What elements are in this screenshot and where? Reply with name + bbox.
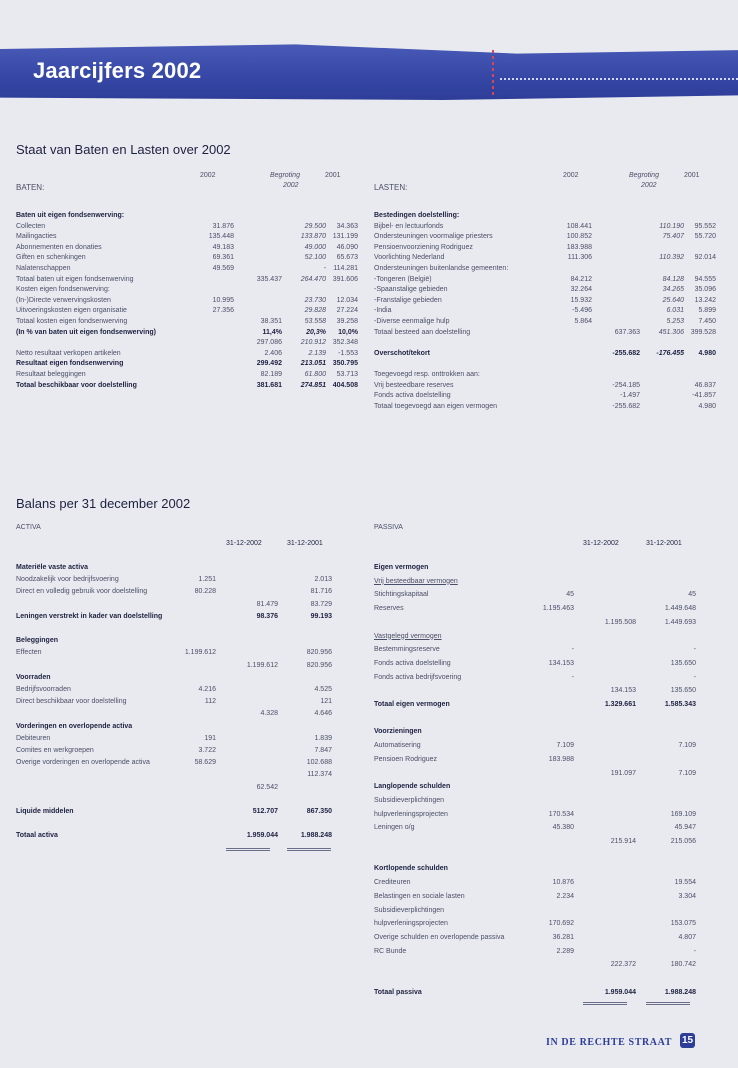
cell-c: 4.646 (314, 710, 332, 718)
cell-d: 92.014 (694, 254, 716, 262)
cell-a: 1.251 (198, 576, 216, 584)
row-label: -Diverse eenmalige hulp (374, 318, 450, 325)
cell-b: -255.682 (612, 402, 640, 410)
cell-b: 98.376 (256, 612, 278, 620)
cell-a: 2.234 (556, 892, 574, 900)
cell-b: 637.363 (614, 328, 640, 336)
passiva-total-rule-2001b (646, 1004, 690, 1005)
activa-col-2002: 31-12-2002 (226, 540, 262, 547)
cell-a: 1.195.463 (542, 605, 574, 613)
cell-c: 1.449.693 (664, 618, 696, 626)
baten-col-2002: 2002 (200, 172, 216, 179)
row-label: Subsidieverplichtingen (374, 906, 445, 914)
row-label: hulpverleningsprojecten (374, 920, 448, 928)
cell-d: -1.553 (338, 349, 358, 357)
cell-b: -255.682 (612, 349, 640, 357)
row-label: Bijbel- en lectuurfonds (374, 222, 444, 230)
row-label: Totaal beschikbaar voor doelstelling (16, 381, 137, 389)
activa-total-rule-2001b (287, 850, 331, 851)
cell-a: 4.216 (198, 686, 216, 693)
cell-a: 27.356 (212, 307, 234, 315)
passiva-header: PASSIVA (374, 524, 403, 531)
cell-d: -41.857 (692, 392, 716, 400)
cell-c: 4.525 (314, 686, 332, 693)
row-label: Voorzieningen (374, 728, 422, 736)
cell-a: 170.692 (548, 920, 574, 928)
lasten-col-begroting: Begroting (629, 172, 659, 179)
cell-d: 55.720 (694, 233, 716, 241)
cell-d: 10,0% (338, 328, 358, 336)
row-label: Crediteuren (374, 879, 411, 887)
cell-d: 53.713 (336, 371, 358, 378)
cell-c: 820.956 (306, 649, 332, 657)
row-label: (In-)Directe verwervingskosten (16, 296, 111, 304)
row-label: Automatisering (374, 742, 421, 750)
statement-title: Staat van Baten en Lasten over 2002 (16, 142, 231, 157)
row-label: Vrij besteedbare reserves (374, 381, 454, 389)
cell-c: 215.056 (670, 838, 696, 845)
cell-a: 84.212 (570, 275, 592, 283)
cell-b: 191.097 (610, 769, 636, 777)
passiva-total-rule-2002 (583, 1002, 627, 1003)
row-label: Collecten (16, 222, 46, 230)
cell-c: 820.956 (306, 661, 332, 669)
row-label: Pensioenvoorziening Rodriguez (374, 243, 473, 251)
cell-a: 10.876 (552, 879, 574, 887)
lasten-col-2001: 2001 (684, 172, 700, 179)
cell-d: 65.673 (336, 254, 358, 262)
row-label: Totaal toegevoegd aan eigen vermogen (374, 402, 497, 410)
row-label: Beleggingen (16, 637, 59, 645)
cell-d: 13.242 (694, 296, 716, 304)
row-label: Mailingacties (16, 233, 57, 241)
cell-a: - (571, 646, 574, 654)
cell-c: 153.075 (670, 920, 696, 928)
row-label: Kosten eigen fondsenwerving: (16, 286, 110, 294)
cell-a: - (571, 673, 574, 681)
cell-c: - (693, 947, 696, 955)
cell-a: 108.441 (566, 222, 592, 230)
cell-a: 183.988 (548, 755, 574, 763)
cell-c: 83.729 (310, 600, 332, 608)
activa-col-2001: 31-12-2001 (287, 540, 323, 547)
row-label: Bestedingen doelstelling: (374, 212, 460, 219)
row-label: Effecten (16, 649, 42, 657)
cell-d: 131.199 (332, 233, 358, 241)
cell-d: 404.508 (332, 381, 358, 389)
cell-a: 58.629 (194, 759, 216, 767)
cell-c: 7.109 (678, 742, 696, 750)
cell-c: 213.051 (300, 360, 326, 368)
row-label: Pensioen Rodriguez (374, 755, 438, 763)
cell-d: 95.552 (694, 222, 716, 230)
row-label: Vorderingen en overlopende activa (16, 722, 133, 730)
row-label: Subsidieverplichtingen (374, 796, 445, 804)
cell-d: 399.528 (690, 328, 716, 336)
row-label: Resultaat eigen fondsenwerving (16, 360, 124, 368)
cell-b: 381.681 (256, 381, 282, 389)
cell-c: 135.650 (670, 659, 696, 667)
cell-c: 121 (320, 698, 332, 706)
row-label: Leningen o/g (374, 824, 415, 832)
row-label: Ondersteuningen voormalige priesters (374, 233, 493, 241)
cell-c: 112.374 (307, 771, 332, 779)
row-label: (In % van baten uit eigen fondsenwerving) (16, 328, 157, 336)
cell-b: 215.914 (610, 838, 636, 845)
cell-b: 82.189 (260, 371, 282, 378)
cell-c: 23.730 (304, 296, 326, 304)
passiva-col-2002: 31-12-2002 (583, 540, 619, 547)
cell-d: 4.980 (698, 402, 716, 410)
cell-b: 1.195.508 (604, 618, 636, 626)
cell-a: 45 (566, 591, 574, 599)
baten-col-2001: 2001 (325, 172, 341, 179)
cell-b: 4.328 (260, 710, 278, 718)
row-label: hulpverleningsprojecten (374, 810, 448, 818)
lasten-col-2002: 2002 (563, 172, 579, 179)
row-label: Direct beschikbaar voor doelstelling (16, 698, 127, 706)
cell-c: -176.455 (656, 349, 684, 357)
cell-d: 35.096 (694, 286, 716, 294)
row-label: Overschot/tekort (374, 349, 431, 357)
row-label: Overige schulden en overlopende passiva (374, 933, 505, 941)
baten-col-begroting: Begroting (270, 172, 300, 179)
row-label: Direct en volledig gebruik voor doelstelling (16, 588, 148, 596)
row-label: Voorlichting Nederland (374, 254, 445, 262)
row-label: Uitvoeringskosten eigen organisatie (16, 307, 127, 315)
cell-d: 12.034 (336, 296, 358, 304)
cell-a: 1.199.612 (184, 649, 216, 657)
cell-c: 110.190 (659, 222, 684, 230)
row-label: Langlopende schulden (374, 783, 451, 791)
cell-b: 81.479 (256, 600, 278, 608)
row-label: Totaal baten uit eigen fondsenwerving (16, 275, 134, 283)
cell-d: 114.281 (333, 265, 358, 272)
cell-c: 180.742 (670, 961, 696, 969)
cell-a: 45.380 (552, 824, 574, 832)
row-label: -India (374, 307, 392, 315)
cell-d: 34.363 (336, 222, 358, 230)
cell-a: 170.534 (548, 810, 574, 818)
row-label: Ondersteuningen buitenlandse gemeenten: (374, 265, 509, 272)
cell-c: 25.640 (662, 296, 684, 304)
cell-c: 84.128 (662, 275, 684, 283)
row-label: Netto resultaat verkopen artikelen (16, 349, 121, 357)
row-label: Resultaat beleggingen (16, 371, 86, 378)
cell-d: 352.348 (332, 339, 358, 347)
cell-a: 5.864 (574, 318, 592, 325)
cell-a: 49.569 (212, 265, 234, 272)
cell-c: 6.031 (666, 307, 684, 315)
cell-a: 2.289 (556, 947, 574, 955)
cell-b: 222.372 (610, 961, 636, 969)
cell-c: 3.304 (678, 892, 696, 900)
cell-a: 31.876 (212, 222, 234, 230)
cell-c: 1.839 (314, 734, 332, 742)
cell-a: 7.109 (556, 742, 574, 750)
row-label: Baten uit eigen fondsenwerving: (16, 212, 125, 219)
lasten-header: LASTEN: (374, 183, 408, 192)
cell-c: 7.109 (678, 769, 696, 777)
cell-c: 7.847 (314, 747, 332, 754)
cell-c: 53.558 (304, 318, 326, 325)
row-label: Totaal kosten eigen fondsenwerving (16, 318, 128, 325)
cell-a: 111.306 (567, 254, 592, 262)
row-label: Giften en schenkingen (16, 254, 86, 262)
row-label: Bestemmingsreserve (374, 646, 440, 654)
row-label: Belastingen en sociale lasten (374, 892, 465, 900)
cell-c: 61.800 (304, 371, 326, 378)
row-label: Vastgelegd vermogen (374, 632, 442, 640)
activa-total-rule-2001 (287, 848, 331, 849)
cell-a: 15.932 (570, 296, 592, 304)
cell-c: 1.449.648 (664, 605, 696, 613)
row-label: Stichtingskapitaal (374, 591, 429, 599)
cell-c: 19.554 (674, 879, 696, 887)
cell-b: 1.329.661 (604, 701, 636, 708)
row-label: -Franstalige gebieden (374, 296, 442, 304)
cell-c: 45 (688, 591, 696, 599)
cell-d: 27.224 (336, 307, 358, 315)
cell-c: 5.253 (666, 318, 684, 325)
baten-header: BATEN: (16, 183, 45, 192)
row-label: Debiteuren (16, 734, 51, 742)
cell-c: 110.392 (659, 254, 684, 262)
cell-b: 512.707 (252, 808, 278, 815)
row-label: -Tongeren (België) (374, 275, 432, 283)
cell-c: 1.585.343 (664, 701, 696, 708)
cell-b: -254.185 (612, 381, 640, 389)
cell-d: 39.258 (336, 318, 358, 325)
row-label: Overige vorderingen en overlopende activa (16, 759, 150, 767)
cell-c: 210.912 (300, 339, 326, 347)
activa-total-rule-2002 (226, 848, 270, 849)
cell-a: 49.183 (212, 243, 234, 251)
row-label: Abonnementen en donaties (16, 243, 102, 251)
cell-a: 80.228 (194, 588, 216, 596)
row-label: RC Bunde (374, 947, 407, 955)
cell-c: 2.139 (308, 349, 326, 357)
cell-d: 391.606 (332, 275, 358, 283)
row-label: Fonds activa doelstelling (374, 659, 451, 667)
cell-a: 3.722 (198, 747, 216, 754)
cell-b: 299.492 (256, 360, 282, 368)
row-label: Kortlopende schulden (374, 865, 448, 873)
row-label: Bedrijfsvoorraden (16, 686, 71, 693)
row-label: Leningen verstrekt in kader van doelstelling (16, 612, 163, 620)
activa-header: ACTIVA (16, 524, 41, 531)
row-label: Totaal eigen vermogen (374, 701, 450, 708)
cell-a: 135.448 (208, 233, 234, 241)
cell-b: 335.437 (256, 275, 282, 283)
cell-c: 133.870 (300, 233, 326, 241)
cell-c: 20,3% (306, 328, 326, 336)
row-label: Reserves (374, 605, 404, 613)
cell-c: - (693, 646, 696, 654)
banner-decoration (492, 50, 494, 96)
cell-c: 264.470 (300, 275, 326, 283)
cell-b: 134.153 (610, 687, 636, 695)
cell-b: 38.351 (260, 318, 282, 325)
cell-c: 34.265 (662, 286, 684, 294)
row-label: Materiële vaste activa (16, 564, 88, 571)
cell-c: 867.350 (306, 808, 332, 815)
page-number: 15 (681, 1035, 694, 1046)
row-label: Totaal activa (16, 832, 58, 840)
balance-title: Balans per 31 december 2002 (16, 496, 191, 511)
passiva-total-rule-2002b (583, 1004, 627, 1005)
cell-c: - (693, 673, 696, 681)
cell-c: 169.109 (670, 810, 696, 818)
cell-a: 134.153 (548, 659, 574, 667)
cell-c: 1.988.248 (664, 988, 696, 996)
cell-a: 10.995 (212, 296, 234, 304)
lasten-col-begroting-year: 2002 (641, 182, 657, 189)
banner-dotted-line (500, 78, 738, 80)
cell-a: 100.852 (566, 233, 592, 241)
cell-a: 32.264 (570, 286, 592, 294)
cell-a: 36.281 (552, 933, 574, 941)
cell-c: 451.306 (658, 328, 684, 336)
cell-c: 49.000 (304, 243, 326, 251)
row-label: Noodzakelijk voor bedrijfsvoering (16, 576, 119, 584)
cell-c: 81.716 (310, 588, 332, 596)
cell-b: 1.199.612 (246, 661, 278, 669)
cell-c: 52.100 (304, 254, 326, 262)
baten-col-begroting-year: 2002 (283, 182, 299, 189)
cell-d: 46.837 (694, 381, 716, 389)
row-label: Totaal passiva (374, 988, 422, 996)
cell-c: 135.650 (670, 687, 696, 695)
cell-d: 46.090 (336, 243, 358, 251)
cell-b: 297.086 (256, 339, 282, 347)
cell-b: 1.959.044 (604, 988, 636, 996)
cell-a: 191 (204, 734, 216, 742)
cell-d: 7.450 (698, 318, 716, 325)
cell-a: 183.988 (566, 243, 592, 251)
cell-c: 29.500 (304, 222, 326, 230)
cell-c: 29.828 (304, 307, 326, 315)
cell-a: 112 (204, 698, 216, 706)
passiva-col-2001: 31-12-2001 (646, 540, 682, 547)
cell-d: 350.795 (332, 360, 358, 368)
page-title: Jaarcijfers 2002 (33, 58, 202, 83)
activa-total-rule-2002b (226, 850, 270, 851)
cell-b: 2.406 (264, 349, 282, 357)
cell-b: 1.959.044 (246, 832, 278, 840)
cell-b: -1.497 (620, 392, 640, 400)
cell-c: 2.013 (314, 576, 332, 584)
cell-c: 75.407 (662, 233, 684, 241)
cell-c: 4.807 (678, 933, 696, 941)
cell-c: 1.988.248 (300, 832, 332, 840)
row-label: Toegevoegd resp. onttrokken aan: (374, 371, 480, 378)
cell-c: 274.851 (300, 381, 326, 389)
cell-c: 99.193 (310, 612, 332, 620)
row-label: Totaal besteed aan doelstelling (374, 328, 471, 336)
row-label: Fonds activa bedrijfsvoering (374, 673, 462, 681)
row-label: Voorraden (16, 673, 51, 681)
cell-d: 94.555 (694, 275, 716, 283)
cell-a: 69.361 (212, 254, 234, 262)
cell-a: -5.496 (572, 307, 592, 315)
row-label: Vrij besteedbaar vermogen (374, 577, 458, 585)
row-label: Comites en werkgroepen (16, 747, 94, 754)
row-label: Liquide middelen (16, 808, 74, 815)
cell-d: 4.980 (698, 349, 716, 357)
cell-c: 102.688 (306, 759, 332, 767)
cell-c: 45.947 (674, 824, 696, 832)
row-label: Fonds activa doelstelling (374, 392, 451, 400)
cell-d: 5.899 (698, 307, 716, 315)
footer-publication: IN DE RECHTE STRAAT (546, 1037, 672, 1048)
cell-c: - (323, 265, 326, 272)
passiva-total-rule-2001 (646, 1002, 690, 1003)
row-label: Nalatenschappen (16, 265, 71, 272)
cell-b: 62.542 (256, 783, 278, 791)
row-label: -Spaanstalige gebieden (374, 286, 448, 294)
cell-b: 11,4% (262, 328, 282, 336)
row-label: Eigen vermogen (374, 564, 429, 571)
